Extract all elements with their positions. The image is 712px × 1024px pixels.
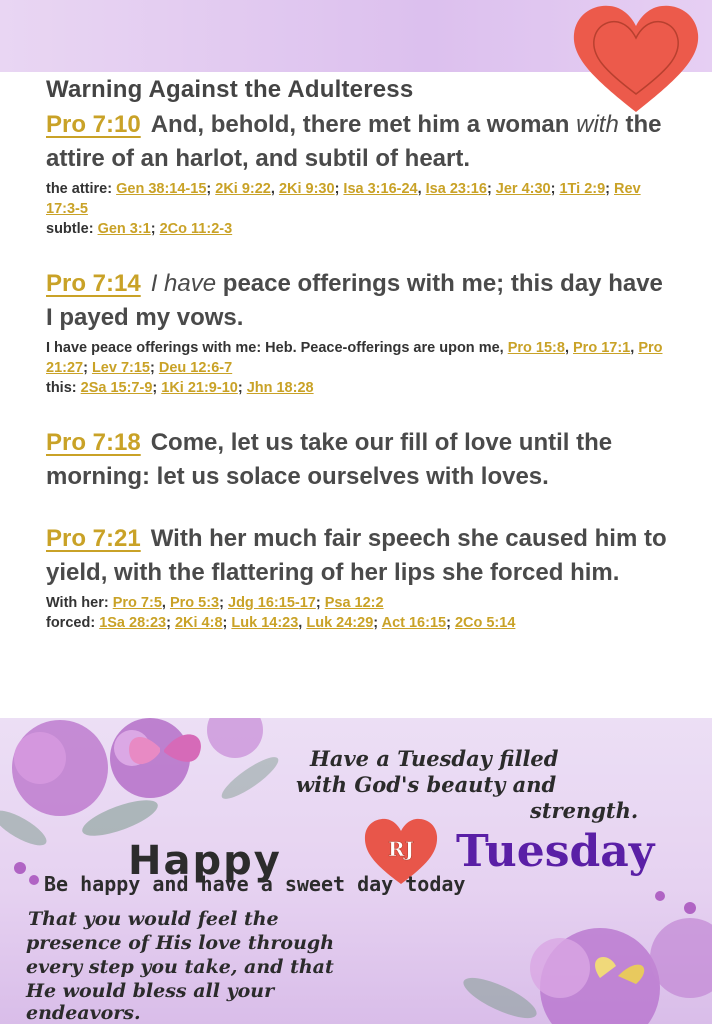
xref-link[interactable]: 1Ti 2:9 bbox=[559, 181, 606, 197]
tuesday-greeting-banner bbox=[0, 718, 712, 1024]
verse-text: Pro 7:14 I have peace offerings with me; this day have I payed my vows. bbox=[46, 270, 663, 331]
verse-block bbox=[46, 426, 676, 494]
xref-link[interactable]: Jhn 18:28 bbox=[246, 380, 314, 396]
verse-text: Pro 7:18 Come, let us take our fill of love until the morning: let us solace ourselves with loves. bbox=[46, 429, 613, 490]
verse-ref-link[interactable]: Pro 7:21 bbox=[46, 525, 141, 552]
xref-link[interactable]: 2Ki 9:30 bbox=[278, 181, 335, 197]
section-heading: Warning Against the Adulteress bbox=[46, 76, 414, 103]
xref-link[interactable]: Pro 7:5 bbox=[112, 595, 162, 611]
xref-link[interactable]: 2Co 5:14 bbox=[454, 615, 516, 631]
blessing-line: every step you take, and that bbox=[26, 956, 334, 978]
xref-link[interactable]: Psa 12:2 bbox=[324, 595, 384, 611]
tagline-line: with God's beauty and bbox=[296, 772, 557, 797]
xref-link[interactable]: Jer 4:30 bbox=[495, 181, 551, 197]
blessing-line: endeavors. bbox=[26, 1002, 141, 1024]
blessing-line: That you would feel the bbox=[28, 908, 279, 930]
xref-link[interactable]: Luk 24:29 bbox=[306, 615, 374, 631]
happy-title: Happy bbox=[128, 838, 282, 884]
xref-link[interactable]: Act 16:15 bbox=[381, 615, 447, 631]
scripture-content bbox=[46, 74, 676, 661]
xref-link[interactable]: 1Ki 21:9-10 bbox=[161, 380, 238, 396]
xref-link[interactable]: Rev 17:3-5 bbox=[46, 181, 641, 217]
xref-link[interactable]: 2Ki 4:8 bbox=[174, 615, 223, 631]
xref-link[interactable]: 1Sa 28:23 bbox=[99, 615, 167, 631]
verse-ref-link[interactable]: Pro 7:10 bbox=[46, 111, 141, 138]
cross-references: With her: Pro 7:5, Pro 5:3; Jdg 16:15-17; Psa 12:2 forced: 1Sa 28:23; 2Ki 4:8; Luk 14:23, Luk 24:29; Act 16:15; 2Co 5:14 bbox=[46, 595, 516, 631]
cross-references: I have peace offerings with me: Heb. Peace-offerings are upon me, Pro 15:8, Pro 17:1, Pro 21:27; Lev 7:15; Deu 12:6-7 this: 2Sa 15:7-9; 1Ki 21:9-10; Jhn 18:28 bbox=[46, 340, 663, 396]
xref-link[interactable]: Gen 3:1 bbox=[97, 221, 151, 237]
svg-text:RJ: RJ bbox=[387, 837, 415, 861]
xref-link[interactable]: 2Co 11:2-3 bbox=[159, 221, 233, 237]
xref-link[interactable]: Lev 7:15 bbox=[91, 360, 150, 376]
xref-link[interactable]: Pro 5:3 bbox=[169, 595, 220, 611]
xref-link[interactable]: Deu 12:6-7 bbox=[158, 360, 233, 376]
xref-link[interactable]: Luk 14:23 bbox=[231, 615, 299, 631]
blessing-line: presence of His love through bbox=[26, 932, 335, 954]
tuesday-title: Tuesday bbox=[456, 826, 655, 877]
xref-link[interactable]: 2Ki 9:22 bbox=[215, 181, 271, 197]
verse-block bbox=[46, 267, 676, 398]
verse-ref-link[interactable]: Pro 7:18 bbox=[46, 429, 141, 456]
xref-link[interactable]: Pro 17:1 bbox=[573, 340, 631, 356]
verse-block bbox=[46, 108, 676, 239]
xref-link[interactable]: Isa 23:16 bbox=[425, 181, 487, 197]
verse-text: Pro 7:21 With her much fair speech she caused him to yield, with the flattering of her lips she forced him. bbox=[46, 525, 667, 586]
xref-link[interactable]: 2Sa 15:7-9 bbox=[80, 380, 153, 396]
xref-link[interactable]: Pro 21:27 bbox=[46, 340, 663, 376]
xref-link[interactable]: Pro 15:8 bbox=[507, 340, 565, 356]
xref-link[interactable]: Gen 38:14-15 bbox=[116, 181, 207, 197]
tagline-line: strength. bbox=[530, 798, 639, 823]
blessing-line: He would bless all your bbox=[26, 980, 275, 1002]
tagline-line: Have a Tuesday filled bbox=[310, 746, 559, 771]
cross-references: the attire: Gen 38:14-15; 2Ki 9:22, 2Ki 9:30; Isa 3:16-24, Isa 23:16; Jer 4:30; 1Ti 2:9; Rev 17:3-5 subtle: Gen 3:1; 2Co 11:2-3 bbox=[46, 181, 641, 237]
xref-link[interactable]: Jdg 16:15-17 bbox=[228, 595, 316, 611]
xref-link[interactable]: Isa 3:16-24 bbox=[343, 181, 418, 197]
verse-text: Pro 7:10 And, behold, there met him a woman with the attire of an harlot, and subtil of heart. bbox=[46, 111, 662, 172]
verse-ref-link[interactable]: Pro 7:14 bbox=[46, 270, 141, 297]
subline: Be happy and have a sweet day today bbox=[44, 872, 466, 896]
verse-block bbox=[46, 522, 676, 633]
